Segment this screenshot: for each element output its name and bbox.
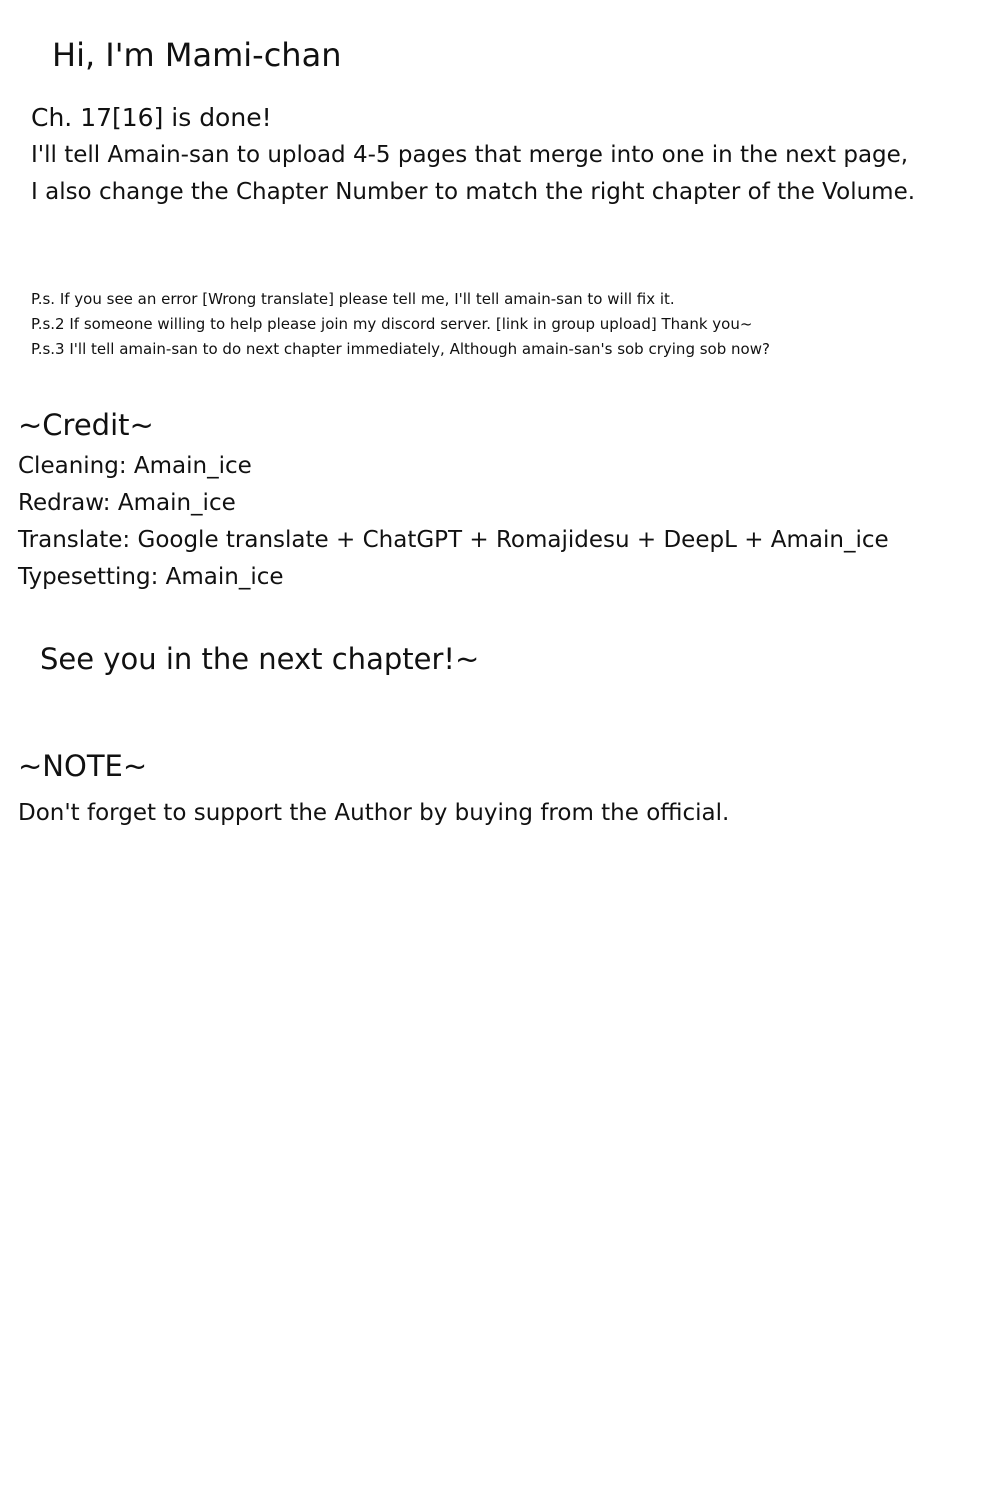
chapter-done-text: Ch. 17[16] is done! [31, 103, 272, 132]
credit-redraw: Redraw: Amain_ice [18, 490, 236, 516]
note-text: Don't forget to support the Author by buying from the official. [18, 800, 730, 826]
closing-text: See you in the next chapter!~ [40, 642, 480, 676]
note-heading: ~NOTE~ [18, 749, 148, 783]
chapter-number-note-text: I also change the Chapter Number to match the right chapter of the Volume. [31, 179, 916, 205]
credit-typesetting: Typesetting: Amain_ice [18, 564, 284, 590]
credit-cleaning: Cleaning: Amain_ice [18, 453, 252, 479]
credit-translate: Translate: Google translate + ChatGPT + Romajidesu + DeepL + Amain_ice [18, 527, 889, 553]
greeting-heading: Hi, I'm Mami-chan [52, 36, 342, 74]
postscript-1: P.s. If you see an error [Wrong translate] please tell me, I'll tell amain-san to will fix it. [31, 290, 675, 308]
postscript-2: P.s.2 If someone willing to help please join my discord server. [link in group upload] Thank you~ [31, 315, 753, 333]
credit-heading: ~Credit~ [18, 408, 154, 442]
upload-note-text: I'll tell Amain-san to upload 4-5 pages that merge into one in the next page, [31, 142, 909, 168]
postscript-3: P.s.3 I'll tell amain-san to do next chapter immediately, Although amain-san's sob crying sob now? [31, 340, 770, 358]
